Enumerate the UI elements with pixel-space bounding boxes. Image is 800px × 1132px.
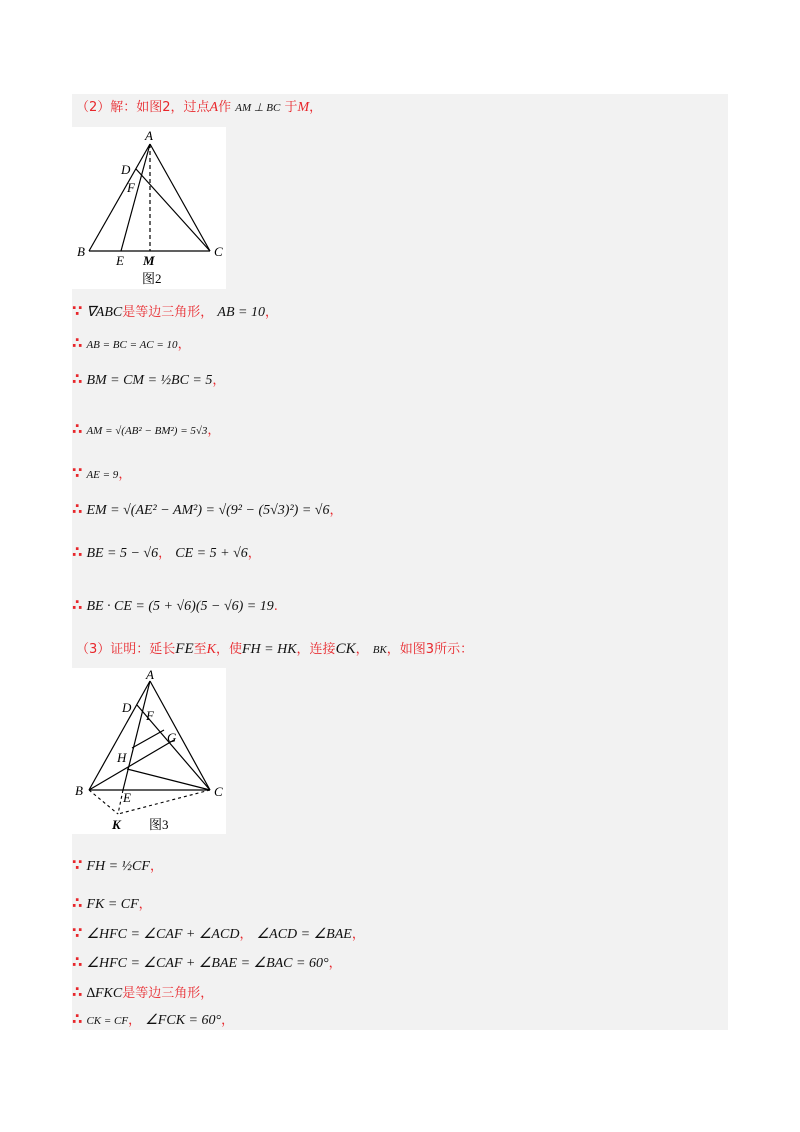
step3-5-text: 是等边三角形， xyxy=(122,986,214,1001)
part3-t1: 至 xyxy=(193,642,207,657)
step3-6-math: CK = CF xyxy=(86,1015,129,1027)
therefore-symbol: ∴ xyxy=(72,1010,83,1028)
part2-header xyxy=(76,99,322,117)
step2-3 xyxy=(72,370,225,390)
step3-3-math2: ∠ACD = ∠BAE xyxy=(256,927,352,942)
because-symbol: ∵ xyxy=(72,856,83,874)
therefore-symbol: ∴ xyxy=(72,894,83,912)
fig2-label-f: F xyxy=(127,180,135,195)
fig2-label-b: B xyxy=(77,244,85,259)
step2-2-tail: ， xyxy=(177,337,191,352)
step2-8-math: BE · CE = (5 + √6)(5 − √6) = 19 xyxy=(86,599,274,614)
step3-1-math: FH = ½CF xyxy=(86,859,150,874)
figure-2-diagram xyxy=(72,127,226,289)
because-symbol: ∵ xyxy=(72,924,83,942)
fig3-label-g: G xyxy=(167,730,177,745)
therefore-symbol: ∴ xyxy=(72,596,83,614)
step2-1-tail: ， xyxy=(264,305,278,320)
step3-3-math: ∠HFC = ∠CAF + ∠ACD xyxy=(86,927,240,942)
step3-2 xyxy=(72,894,152,914)
figure-2 xyxy=(72,127,226,289)
part3-bk: BK xyxy=(372,644,387,656)
fig3-caption: 图3 xyxy=(149,817,169,832)
step3-3-tail: ， xyxy=(351,927,365,942)
step3-5-math: ∆FKC xyxy=(86,986,123,1001)
step2-7 xyxy=(72,543,261,563)
because-symbol: ∵ xyxy=(72,464,83,482)
part2-header-end: 于 xyxy=(284,100,298,115)
step2-8 xyxy=(72,596,278,616)
point-a-label: A xyxy=(209,100,219,115)
step2-2 xyxy=(72,334,191,354)
figure-3 xyxy=(72,668,226,834)
fig2-label-c: C xyxy=(214,244,223,259)
fig3-label-b: B xyxy=(75,783,83,798)
step3-4-math: ∠HFC = ∠CAF + ∠BAE = ∠BAC = 60° xyxy=(86,956,329,971)
step2-1 xyxy=(72,302,278,322)
fig3-label-a: A xyxy=(146,668,154,682)
step2-6-math: EM = √(AE² − AM²) = √(9² − (5√3)²) = √6 xyxy=(86,503,330,518)
fig3-label-f: F xyxy=(146,708,154,723)
step2-1-text: 是等边三角形， xyxy=(122,305,214,320)
therefore-symbol: ∴ xyxy=(72,370,83,388)
step3-1 xyxy=(72,856,163,876)
fig2-label-a: A xyxy=(145,128,153,143)
fig3-label-h: H xyxy=(117,750,127,765)
step2-1-math2: AB = 10 xyxy=(217,305,265,320)
fig2-label-e: E xyxy=(116,253,124,268)
step2-7-math2: CE = 5 + √6 xyxy=(175,546,248,561)
part3-t5: ，如图3所示： xyxy=(386,642,474,657)
fig3-label-c: C xyxy=(214,784,223,799)
therefore-symbol: ∴ xyxy=(72,543,83,561)
step2-3-tail: ， xyxy=(212,373,226,388)
step2-5-math: AE = 9 xyxy=(86,469,119,481)
step3-5 xyxy=(72,983,213,1003)
step2-4 xyxy=(72,420,220,440)
part3-t2: ，使 xyxy=(215,642,242,657)
fig3-label-k: K xyxy=(112,817,121,832)
step3-6-math2: ∠FCK = 60° xyxy=(145,1013,222,1028)
therefore-symbol: ∴ xyxy=(72,334,83,352)
point-m-label: M xyxy=(297,100,310,115)
step2-4-math: AM = √(AB² − BM²) = 5√3 xyxy=(86,425,208,437)
step2-5 xyxy=(72,464,131,484)
fig2-label-d: D xyxy=(121,162,131,177)
step3-3 xyxy=(72,924,365,944)
step2-6 xyxy=(72,500,342,520)
step3-1-tail: ， xyxy=(149,859,163,874)
step2-8-tail: . xyxy=(273,599,278,614)
step3-3-sep: ， xyxy=(239,927,253,942)
fig2-label-m: M xyxy=(143,253,155,268)
step3-2-math: FK = CF xyxy=(86,897,139,912)
part3-fe: FE xyxy=(175,641,194,657)
step3-6-sep: ， xyxy=(128,1013,142,1028)
step2-7-tail: ， xyxy=(247,546,261,561)
fig2-caption: 图2 xyxy=(142,271,162,286)
figure-3-diagram xyxy=(72,668,226,834)
step2-2-math: AB = BC = AC = 10 xyxy=(86,339,178,351)
step3-6 xyxy=(72,1010,234,1030)
point-k-label: K xyxy=(206,642,216,657)
part3-fh-hk: FH = HK xyxy=(241,642,297,657)
step2-7-sep: ， xyxy=(158,546,172,561)
step2-4-tail: ， xyxy=(207,423,221,438)
part3-t3: ，连接 xyxy=(296,642,336,657)
part2-header-mid: 作 xyxy=(218,100,232,115)
fig3-label-d: D xyxy=(122,700,132,715)
part3-t4: ， xyxy=(355,642,369,657)
therefore-symbol: ∴ xyxy=(72,420,83,438)
part2-header-tail: ， xyxy=(309,100,323,115)
step2-1-math: ∇ABC xyxy=(86,305,123,320)
step2-6-tail: ， xyxy=(329,503,343,518)
step3-4-tail: ， xyxy=(328,956,342,971)
part2-header-text: （2）解：如图2，过点 xyxy=(76,100,210,115)
therefore-symbol: ∴ xyxy=(72,500,83,518)
step2-3-math: BM = CM = ½BC = 5 xyxy=(86,373,213,388)
part3-header xyxy=(76,640,473,659)
therefore-symbol: ∴ xyxy=(72,953,83,971)
step3-2-tail: ， xyxy=(138,897,152,912)
step3-4 xyxy=(72,953,342,973)
step2-5-tail: ， xyxy=(118,467,132,482)
part3-ck: CK xyxy=(335,641,356,657)
step2-7-math: BE = 5 − √6 xyxy=(86,546,159,561)
because-symbol: ∵ xyxy=(72,302,83,320)
part3-header-text: （3）证明：延长 xyxy=(76,642,176,657)
fig3-label-e: E xyxy=(123,790,131,805)
therefore-symbol: ∴ xyxy=(72,983,83,1001)
step3-6-tail: ， xyxy=(221,1013,235,1028)
perpendicular-expression: AM ⊥ BC xyxy=(235,102,281,114)
